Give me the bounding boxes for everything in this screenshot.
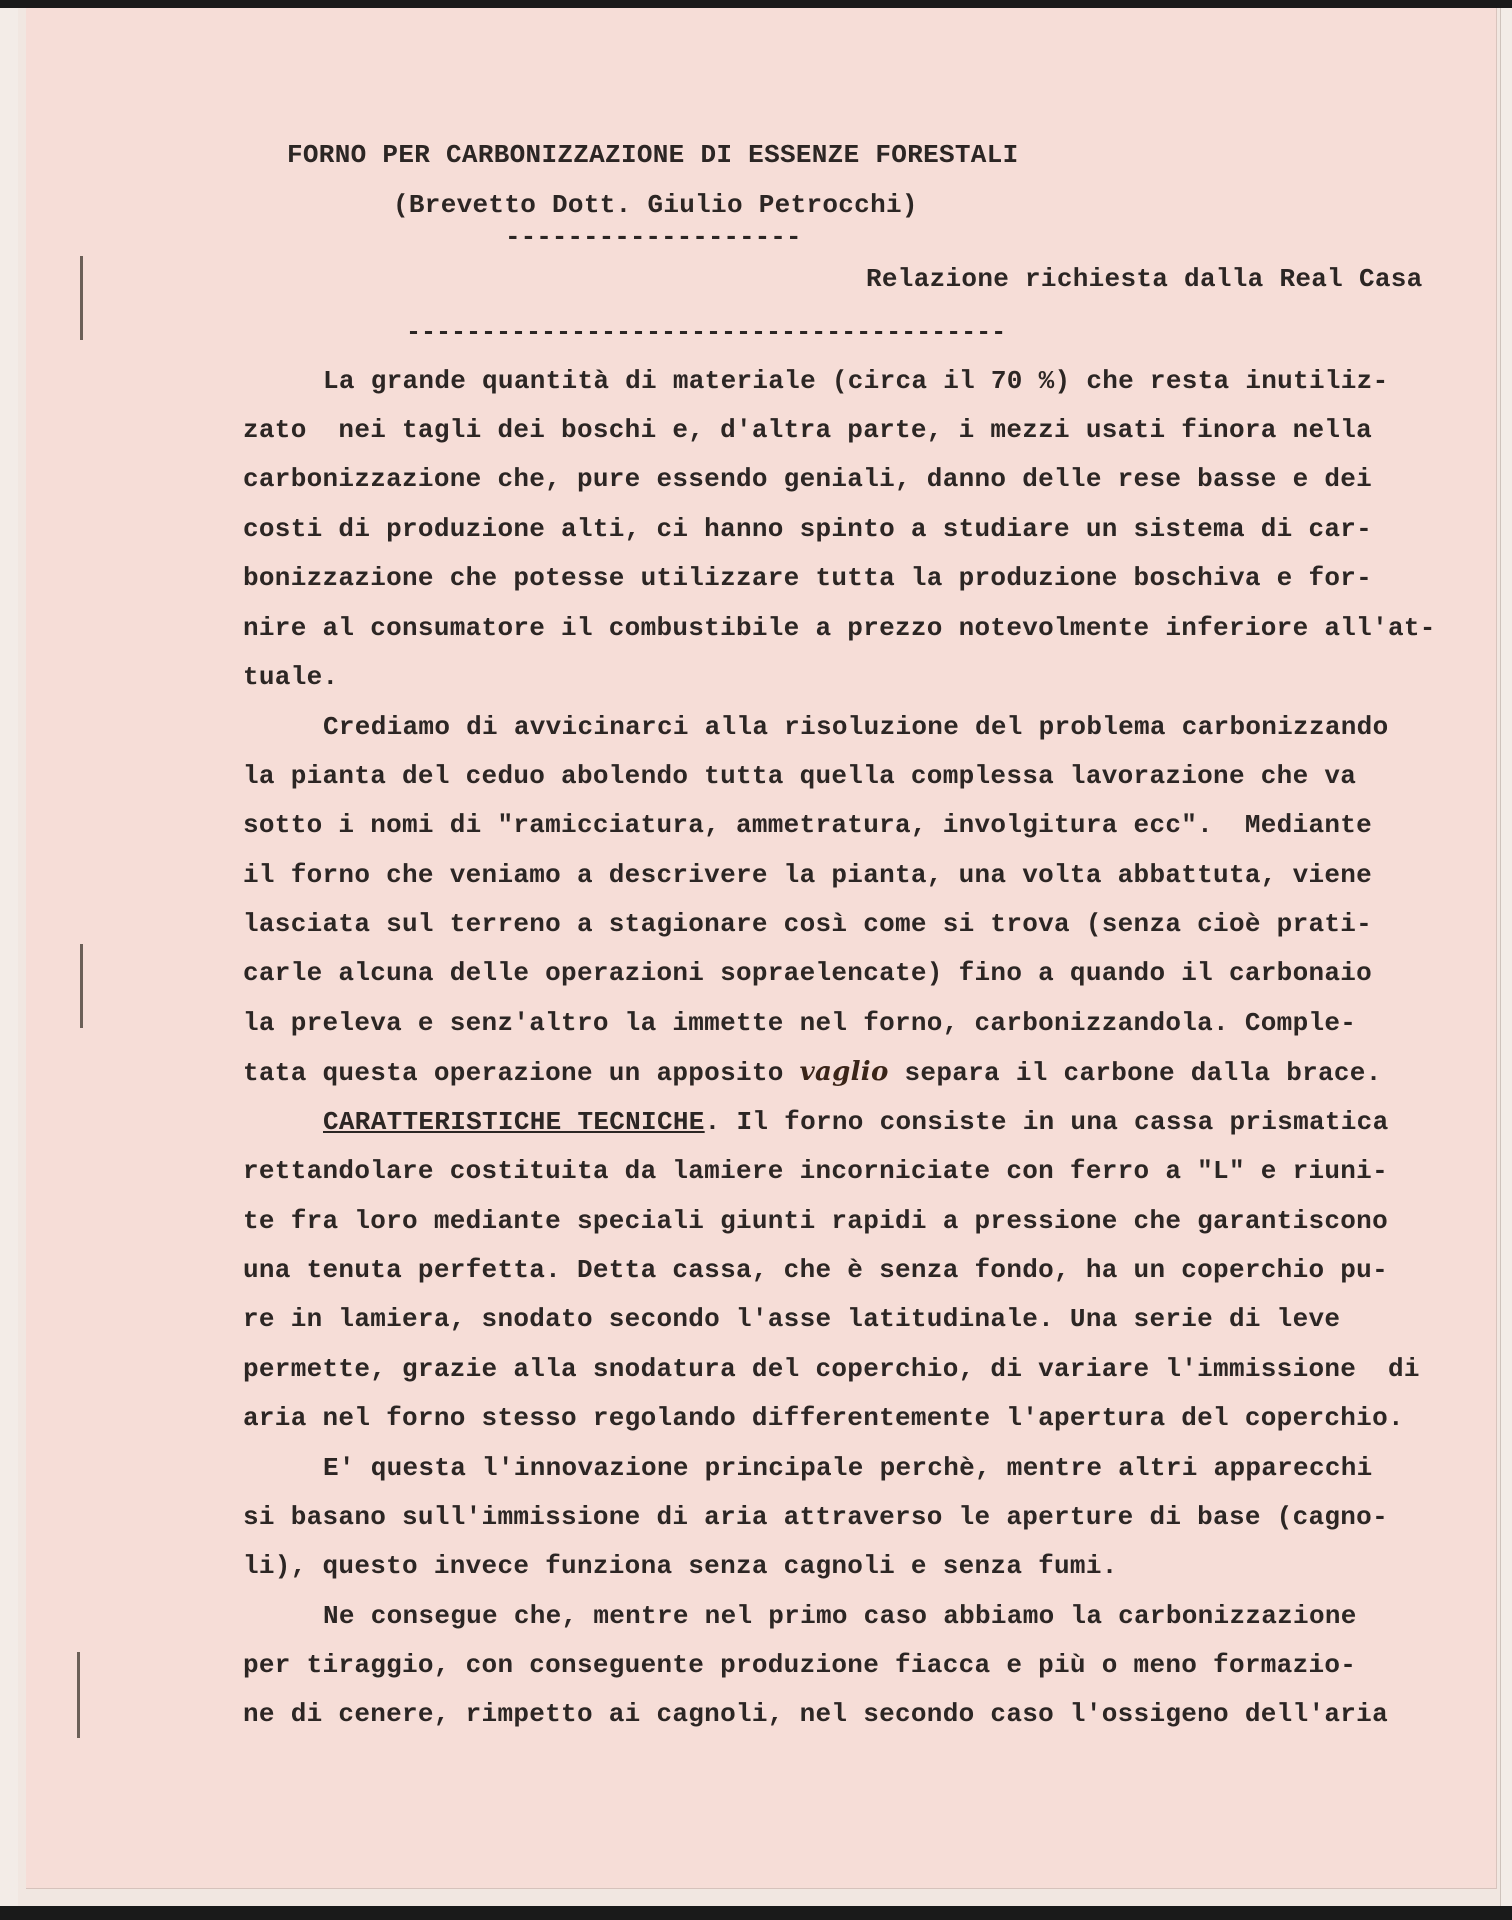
p5-line: per tiraggio, con conseguente produzione fiacca e più o meno formazio-: [243, 1650, 1357, 1680]
p5-line: Ne consegue che, mentre nel primo caso abbiamo la carbonizzazione: [323, 1601, 1357, 1631]
scan-edge-bottom: [0, 1906, 1512, 1920]
p4-line: li), questo invece funziona senza cagnoli e senza fumi.: [243, 1551, 1118, 1581]
p3-line: aria nel forno stesso regolando differentemente l'apertura del coperchio.: [243, 1403, 1404, 1433]
p2-line: lasciata sul terreno a stagionare così come si trova (senza cioè prati-: [243, 909, 1373, 939]
p3-line: una tenuta perfetta. Detta cassa, che è senza fondo, ha un coperchio pu-: [243, 1255, 1388, 1285]
p3-line: rettandolare costituita da lamiere incorniciate con ferro a "L" e riuni-: [243, 1156, 1388, 1186]
p2-line: carle alcuna delle operazioni sopraelencate) fino a quando il carbonaio: [243, 958, 1373, 988]
p3-first-line: [323, 1107, 1388, 1137]
p2-last-line: [243, 1057, 1382, 1088]
p2-last-after: separa il carbone dalla brace.: [888, 1058, 1382, 1088]
p2-line: il forno che veniamo a descrivere la pianta, una volta abbattuta, viene: [243, 860, 1373, 890]
p4-line: E' questa l'innovazione principale perchè, mentre altri apparecchi: [323, 1453, 1373, 1483]
request-note: Relazione richiesta dalla Real Casa: [866, 264, 1423, 294]
p2-last-before: tata questa operazione un apposito: [243, 1058, 800, 1088]
p1-line: La grande quantità di materiale (circa il 70 %) che resta inutiliz-: [323, 366, 1389, 396]
p5-line: ne di cenere, rimpetto ai cagnoli, nel secondo caso l'ossigeno dell'aria: [243, 1699, 1388, 1729]
p1-line: zato nei tagli dei boschi e, d'altra parte, i mezzi usati finora nella: [243, 415, 1373, 445]
p3-first-rest: . Il forno consiste in una cassa prismatica: [704, 1107, 1389, 1137]
p3-line: te fra loro mediante speciali giunti rapidi a pressione che garantiscono: [243, 1206, 1388, 1236]
p1-line: carbonizzazione che, pure essendo geniali, danno delle rese basse e dei: [243, 464, 1373, 494]
p2-line: sotto i nomi di "ramicciatura, ammetratura, involgitura ecc". Mediante: [243, 810, 1373, 840]
p1-line: costi di produzione alti, ci hanno spinto a studiare un sistema di car-: [243, 514, 1373, 544]
p1-line: tuale.: [243, 662, 339, 692]
handwritten-correction: vaglio: [799, 1057, 889, 1087]
document-title: FORNO PER CARBONIZZAZIONE DI ESSENZE FORESTALI: [287, 140, 1019, 170]
p3-line: permette, grazie alla snodatura del coperchio, di variare l'immissione di: [243, 1354, 1420, 1384]
p1-line: nire al consumatore il combustibile a prezzo notevolmente inferiore all'at-: [243, 613, 1436, 643]
document-subtitle: (Brevetto Dott. Giulio Petrocchi): [393, 190, 918, 220]
p2-line: la preleva e senz'altro la immette nel forno, carbonizzandola. Comple-: [243, 1008, 1357, 1038]
p2-line: Crediamo di avvicinarci alla risoluzione del problema carbonizzando: [323, 712, 1389, 742]
p1-line: bonizzazione che potesse utilizzare tutta la produzione boschiva e for-: [243, 563, 1373, 593]
p4-line: si basano sull'immissione di aria attraverso le aperture di base (cagno-: [243, 1502, 1388, 1532]
section-heading-technical: CARATTERISTICHE TECNICHE: [323, 1107, 705, 1137]
p3-line: re in lamiera, snodato secondo l'asse latitudinale. Una serie di leve: [243, 1304, 1341, 1334]
p2-line: la pianta del ceduo abolendo tutta quella complessa lavorazione che va: [243, 761, 1357, 791]
rule-long: ----------------------------------------: [406, 318, 1007, 347]
rule-short: -------------------: [505, 222, 802, 252]
